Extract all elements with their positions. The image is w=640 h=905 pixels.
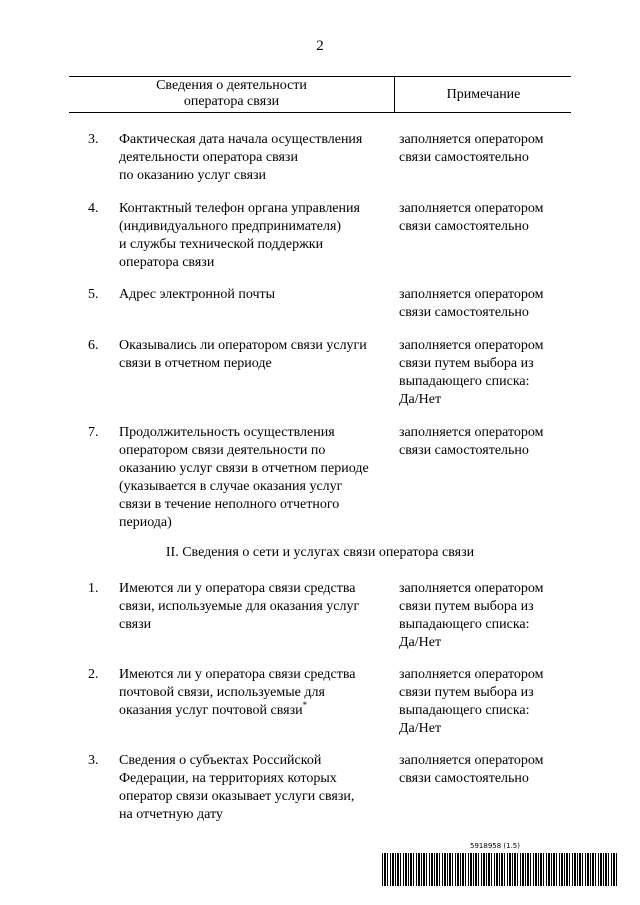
desc-line: почтовой связи, используемые для (119, 685, 325, 700)
desc-line: на отчетную дату (119, 807, 223, 822)
note-line: заполняется оператором (399, 667, 544, 682)
desc-line: связи в течение неполного отчетного (119, 497, 340, 512)
note-line: заполняется оператором (399, 581, 544, 596)
note-line: выпадающего списка: (399, 703, 530, 718)
desc-line: Фактическая дата начала осуществления (119, 132, 363, 147)
row-number: 4. (88, 201, 99, 216)
desc-line: Продолжительность осуществления (119, 425, 335, 440)
note-line: заполняется оператором (399, 425, 544, 440)
row-note (399, 580, 579, 652)
note-line: связи самостоятельно (399, 150, 529, 165)
desc-line: связи в отчетном периоде (119, 356, 272, 371)
desc-line: и службы технической поддержки (119, 237, 324, 252)
desc-line: Адрес электронной почты (119, 287, 276, 302)
row-description (119, 200, 394, 272)
row-description (119, 424, 394, 532)
desc-line: Имеются ли у оператора связи средства (119, 667, 356, 682)
desc-line: связи (119, 617, 152, 632)
desc-line: Имеются ли у оператора связи средства (119, 581, 356, 596)
barcode-block (382, 842, 618, 888)
header-info-column (69, 77, 395, 112)
desc-line: оператором связи деятельности по (119, 443, 326, 458)
note-line: выпадающего списка: (399, 374, 530, 389)
desc-line: деятельности оператора связи (119, 150, 298, 165)
header-info-line: Сведения о деятельности (156, 78, 307, 93)
desc-line: периода) (119, 515, 172, 530)
desc-line: оказанию услуг связи в отчетном периоде (119, 461, 369, 476)
table-header (69, 76, 571, 113)
note-line: Да/Нет (399, 635, 442, 650)
barcode-icon (382, 853, 618, 886)
section-title: II. Сведения о сети и услугах связи оператора связи (165, 545, 475, 560)
desc-line: оператора связи (119, 255, 215, 270)
desc-line: (указывается в случае оказания услуг (119, 479, 343, 494)
note-line: связи путем выбора из (399, 685, 534, 700)
row-note (399, 131, 579, 167)
desc-line: Контактный телефон органа управления (119, 201, 360, 216)
row-description (119, 286, 394, 304)
note-line: заполняется оператором (399, 338, 544, 353)
page-number: 2 (316, 38, 324, 54)
note-line: заполняется оператором (399, 201, 544, 216)
row-note (399, 200, 579, 236)
footnote-marker: * (302, 700, 308, 710)
desc-line: Федерации, на территориях которых (119, 771, 337, 786)
header-note-column: Примечание (446, 86, 521, 102)
row-number: 5. (88, 287, 99, 302)
row-description (119, 666, 394, 720)
note-line: заполняется оператором (399, 753, 544, 768)
desc-line: оператор связи оказывает услуги связи, (119, 789, 355, 804)
desc-line: связи, используемые для оказания услуг (119, 599, 360, 614)
row-number: 3. (88, 753, 99, 768)
row-number: 7. (88, 425, 99, 440)
note-line: связи самостоятельно (399, 305, 529, 320)
note-line: выпадающего списка: (399, 617, 530, 632)
desc-line-text: оказания услуг почтовой связи (119, 703, 303, 718)
row-number: 1. (88, 581, 99, 596)
note-line: заполняется оператором (399, 287, 544, 302)
row-note (399, 424, 579, 460)
note-line: заполняется оператором (399, 132, 544, 147)
desc-line: по оказанию услуг связи (119, 168, 267, 183)
note-line: связи путем выбора из (399, 356, 534, 371)
row-description (119, 131, 394, 185)
note-line: связи самостоятельно (399, 443, 529, 458)
note-line: Да/Нет (399, 392, 442, 407)
desc-line-with-footnote (119, 702, 394, 720)
row-note (399, 337, 579, 409)
desc-line: Сведения о субъектах Российской (119, 753, 322, 768)
note-line: связи самостоятельно (399, 219, 529, 234)
note-line: связи самостоятельно (399, 771, 529, 786)
note-line: связи путем выбора из (399, 599, 534, 614)
row-description (119, 580, 394, 634)
barcode-number: 5918958 (1.5) (470, 842, 520, 850)
row-note (399, 666, 579, 738)
row-number: 2. (88, 667, 99, 682)
row-note (399, 286, 579, 322)
row-note (399, 752, 579, 788)
note-line: Да/Нет (399, 721, 442, 736)
desc-line: (индивидуального предпринимателя) (119, 219, 342, 234)
desc-line: Оказывались ли оператором связи услуги (119, 338, 367, 353)
row-description (119, 752, 394, 824)
row-number: 3. (88, 132, 99, 147)
row-number: 6. (88, 338, 99, 353)
row-description (119, 337, 394, 373)
header-info-line: оператора связи (183, 94, 280, 109)
